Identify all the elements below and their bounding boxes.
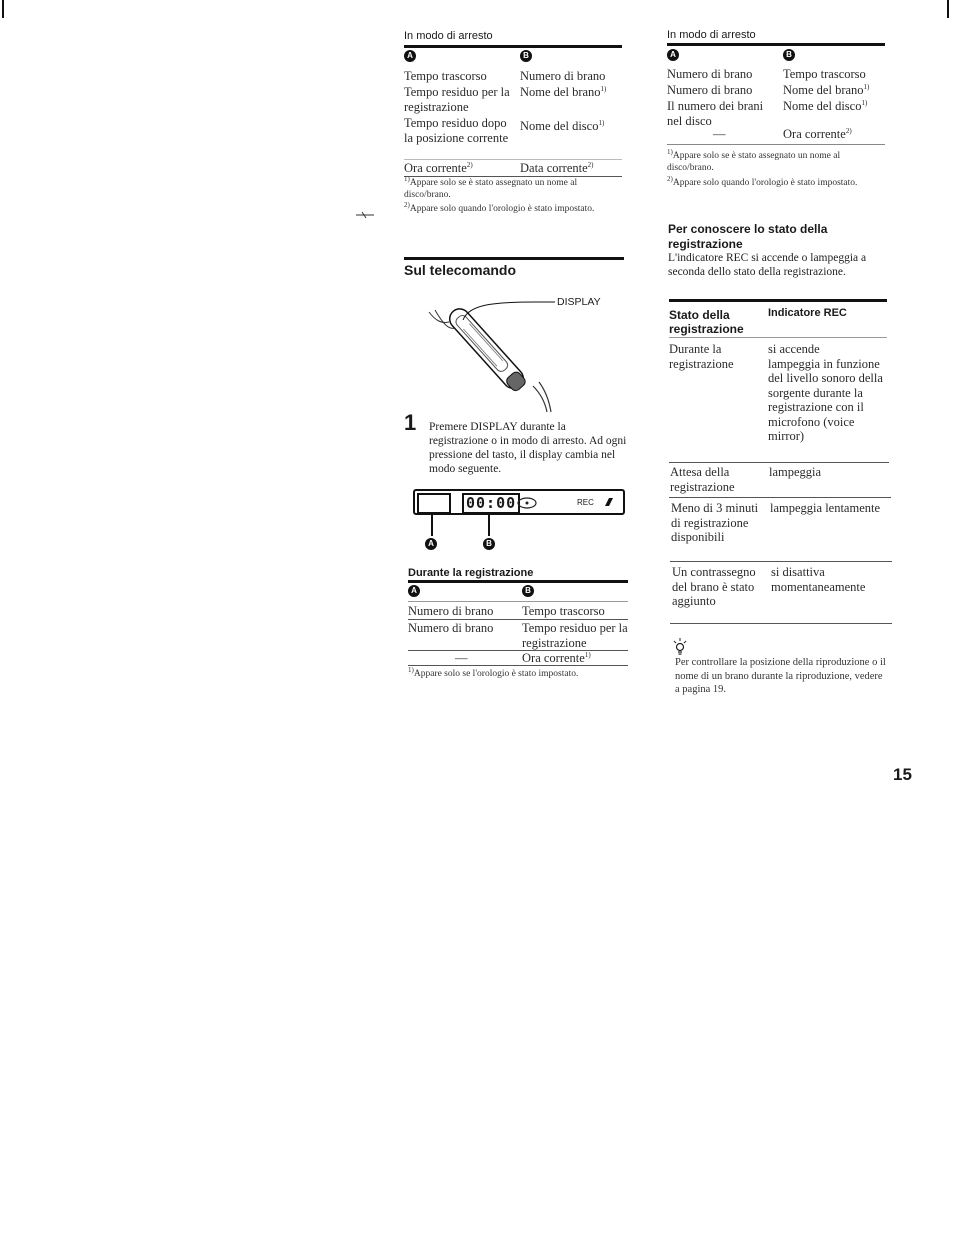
right-table1-r1-a: Numero di brano: [667, 67, 753, 81]
disc-icon: [515, 495, 539, 511]
right-table1-r1-b: Tempo trascorso: [783, 67, 866, 81]
left-table1-heading: In modo di arresto: [404, 30, 493, 42]
rec-table-row3-rule: [670, 561, 892, 562]
left-table2-row1-rule: [408, 619, 628, 620]
rec-table-r4-state: Un contrassegno del brano è stato aggiunto: [672, 565, 756, 608]
left-table2-bottom-rule: [408, 665, 628, 666]
left-table2-r2-a: Numero di brano: [408, 621, 494, 635]
left-table1-r4-b: Data corrente$^{2)}$: [520, 160, 594, 175]
remote-control-illustration: [425, 290, 625, 415]
table2-label-b-badge: B: [522, 585, 534, 597]
lightbulb-icon: [673, 638, 687, 656]
rec-table-bottom-rule: [670, 623, 892, 624]
tip-text: Per controllare la posizione della riproduzione o il nome di un brano durante la riproduzione, vedere a pagina 19.: [675, 657, 886, 695]
remote-section-title: Sul telecomando: [404, 262, 517, 278]
right-label-a-badge: A: [667, 49, 679, 61]
rec-table-r1-indicator: si accende lampeggia in funzione del livello sonoro della sorgente durante la registrazione con il microfono (voice mirror): [768, 342, 883, 443]
right-table1-r3-b: Nome del disco$^{1)}$: [783, 98, 868, 113]
right-table1-r4-b: Ora corrente$^{2)}$: [783, 126, 852, 141]
left-table1-r2-b: Nome del brano$^{1)}$: [520, 84, 607, 99]
rec-table-header-indicator: Indicatore REC: [768, 307, 847, 319]
rec-table-r4-indicator: si disattiva momentaneamente: [771, 565, 866, 594]
binding-mark: [356, 211, 374, 219]
left-table2-r1-a: Numero di brano: [408, 604, 494, 618]
rec-table-r3-state: Meno di 3 minuti di registrazione disponibili: [671, 501, 759, 544]
left-table2-top-rule: [408, 580, 628, 583]
step-text: Premere DISPLAY durante la registrazione o in modo di arresto. Ad ogni pressione del tasto, il display cambia nel modo seguente.: [429, 421, 627, 475]
rec-table-r1-state: Durante la registrazione: [669, 342, 734, 371]
left-table1-footnote-2: $^{2)}$Appare solo quando l'orologio è stato impostato.: [404, 200, 595, 214]
rec-table-r2-state: Attesa della registrazione: [670, 465, 735, 494]
right-table1-footnote-1: $^{1)}$Appare solo se è stato assegnato un nome al disco/brano.: [667, 147, 841, 173]
right-table1-footnote-2: $^{2)}$Appare solo quando l'orologio è stato impostato.: [667, 174, 858, 188]
table2-label-a-badge: A: [408, 585, 420, 597]
left-table1-top-rule: [404, 45, 622, 48]
right-table1-r4-a: —: [713, 127, 726, 141]
crop-mark-left: [2, 0, 4, 18]
rec-table-row2-rule: [669, 497, 891, 498]
right-table1-heading: In modo di arresto: [667, 29, 756, 41]
rec-table-row1-rule: [669, 462, 889, 463]
left-table1-r1-b: Numero di brano: [520, 69, 606, 83]
left-table1-r2-a: Tempo residuo per la registrazione: [404, 85, 510, 114]
rec-table-top-rule: [669, 299, 887, 302]
lcd-area-a: [417, 493, 451, 514]
left-table2-r3-b: Ora corrente$^{1)}$: [522, 650, 591, 665]
left-table1-r3-a: Tempo residuo dopo la posizione corrente: [404, 116, 509, 145]
rec-table-header-rule: [669, 337, 887, 338]
rec-table-r2-indicator: lampeggia: [769, 465, 822, 479]
left-table2-r2-b: Tempo residuo per la registrazione: [522, 621, 628, 650]
left-table1-r3-b: Nome del disco$^{1)}$: [520, 118, 605, 133]
right-label-b-badge: B: [783, 49, 795, 61]
crop-mark-right: [947, 0, 949, 18]
left-table1-r1-a: Tempo trascorso: [404, 69, 487, 83]
rec-status-title: Per conoscere lo stato della registrazione: [668, 222, 828, 251]
rec-table-r3-indicator: lampeggia lentamente: [770, 501, 881, 515]
left-table2-footnote-1: $^{1)}$Appare solo se l'orologio è stato impostato.: [408, 665, 579, 679]
left-table2-r1-b: Tempo trascorso: [522, 604, 605, 618]
remote-section-rule: [404, 257, 624, 260]
left-table2-heading: Durante la registrazione: [408, 567, 534, 579]
rec-status-intro: L'indicatore REC si accende o lampeggia a seconda dello stato della registrazione.: [668, 252, 867, 278]
left-table1-row-rule: [404, 159, 622, 160]
lcd-label-b-badge: B: [483, 538, 495, 550]
lcd-pointer-b: [488, 512, 490, 536]
left-table1-r4-a: Ora corrente$^{2)}$: [404, 160, 473, 175]
left-table2-header-rule: [408, 601, 628, 602]
left-table2-r3-a: —: [455, 651, 468, 665]
right-table1-bottom-rule: [667, 144, 885, 145]
rec-table-header-state: Stato della registrazione: [669, 308, 744, 336]
right-table1-r3-a: Il numero dei brani nel disco: [667, 99, 764, 128]
right-table1-r2-b: Nome del brano$^{1)}$: [783, 82, 870, 97]
battery-icon: [603, 497, 615, 507]
lcd-rec-indicator: REC: [577, 498, 594, 507]
display-button-label: DISPLAY: [557, 296, 601, 308]
lcd-pointer-a: [431, 512, 433, 536]
step-number: 1: [404, 410, 417, 435]
lcd-digits: 00:00: [462, 493, 520, 514]
lcd-label-a-badge: A: [425, 538, 437, 550]
right-table1-r2-a: Numero di brano: [667, 83, 753, 97]
page-number: 15: [893, 765, 912, 784]
left-table1-footnote-1: $^{1)}$Appare solo se è stato assegnato un nome al disco/brano.: [404, 174, 578, 200]
label-a-badge: A: [404, 50, 416, 62]
label-b-badge: B: [520, 50, 532, 62]
right-table1-top-rule: [667, 43, 885, 46]
